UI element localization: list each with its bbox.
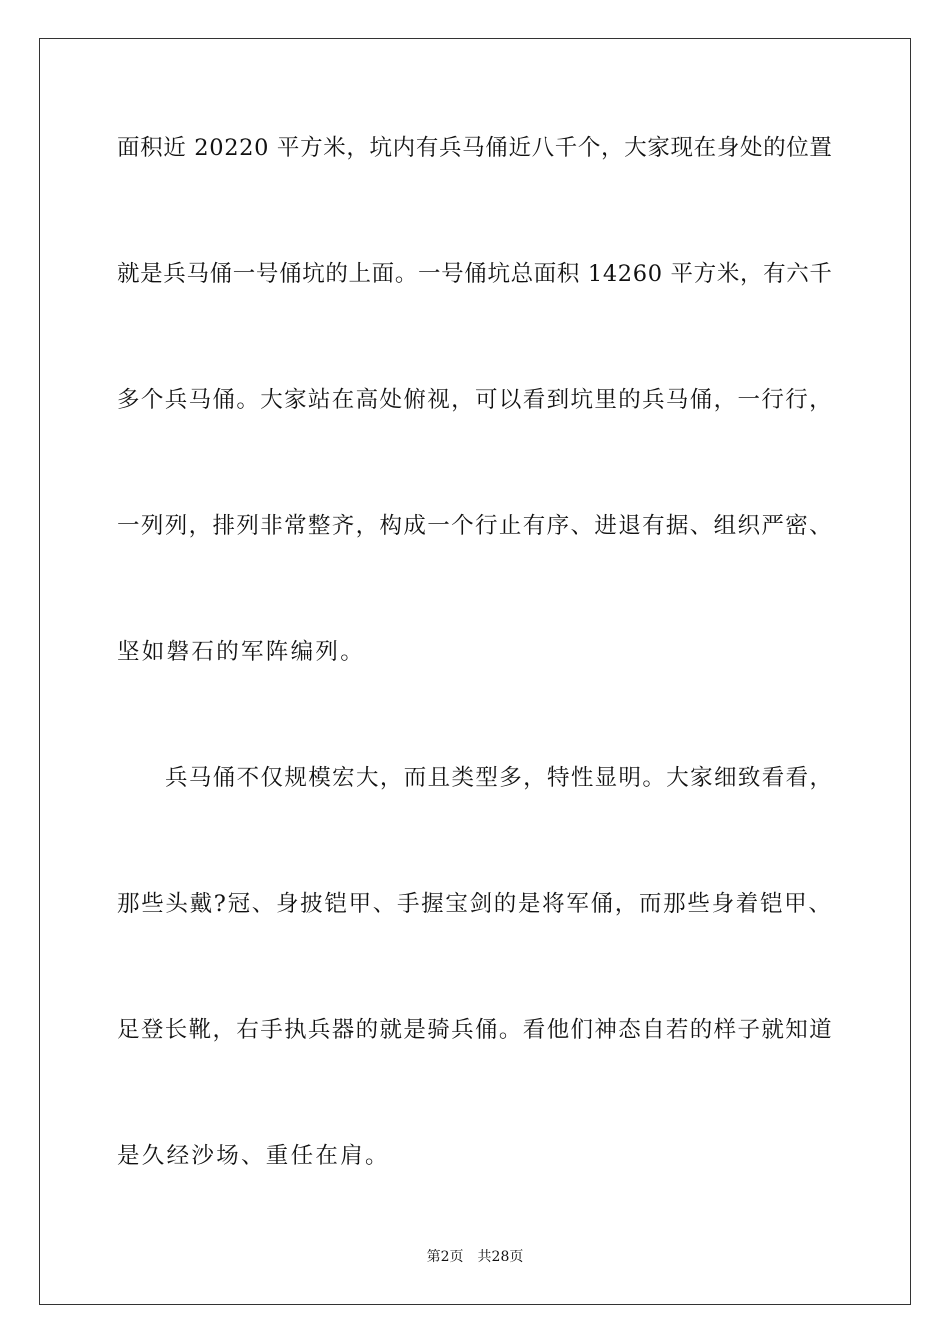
text-line: 足登长靴，右手执兵器的就是骑兵俑。看他们神态自若的样子就知道 (117, 1017, 834, 1043)
text-line: 面积近 20220 平方米，坑内有兵马俑近八千个，大家现在身处的位置 (117, 135, 833, 161)
text-line: 兵马俑不仅规模宏大，而且类型多，特性显明。大家细致看看， (165, 765, 834, 791)
page-total: 共28页 (477, 1249, 524, 1265)
text-line: 那些头戴?冠、身披铠甲、手握宝剑的是将军俑，而那些身着铠甲、 (117, 891, 833, 917)
text-line: 是久经沙场、重任在肩。 (117, 1143, 390, 1169)
text-line: 就是兵马俑一号俑坑的上面。一号俑坑总面积 14260 平方米，有六千 (117, 261, 833, 287)
text-line: 坚如磐石的军阵编列。 (117, 639, 366, 665)
page-number: 第2页 (426, 1249, 464, 1265)
text-line: 多个兵马俑。大家站在高处俯视，可以看到坑里的兵马俑，一行行， (117, 387, 834, 413)
text-line: 一列列，排列非常整齐，构成一个行止有序、进退有据、组织严密、 (117, 513, 834, 539)
page-footer (0, 1246, 950, 1266)
